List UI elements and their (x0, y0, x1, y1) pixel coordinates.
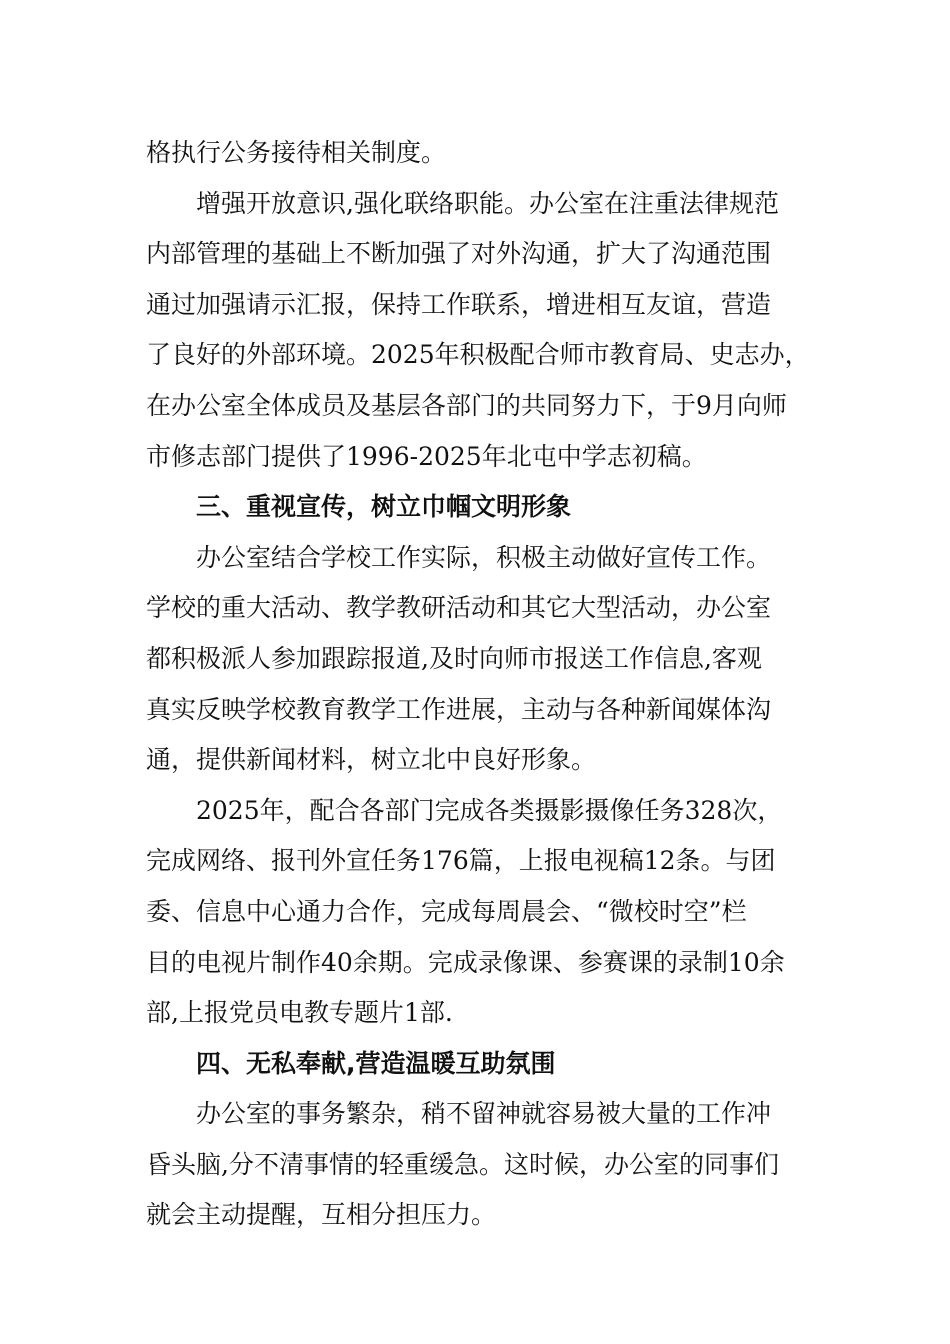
paragraph-start-line: 办公室结合学校工作实际，积极主动做好宣传工作。 (196, 542, 772, 572)
text-line: 在办公室全体成员及基层各部门的共同努力下，于9月向师 (146, 390, 787, 420)
text-line: 学校的重大活动、教学教研活动和其它大型活动，办公室 (146, 593, 772, 623)
paragraph-start-line: 2025年，配合各部门完成各类摄影摄像任务328次， (196, 795, 783, 825)
text-line: 内部管理的基础上不断加强了对外沟通，扩大了沟通范围 (146, 239, 772, 269)
text-line: 部,上报党员电教专题片1部. (146, 998, 453, 1028)
text-line: 完成网络、报刊外宣任务176篇，上报电视稿12条。与团 (146, 846, 776, 876)
paragraph-start-line: 办公室的事务繁杂，稍不留神就容易被大量的工作冲 (196, 1099, 772, 1129)
text-line: 就会主动提醒，互相分担压力。 (146, 1200, 497, 1230)
text-line: 委、信息中心通力合作，完成每周晨会、“微校时空”栏 (146, 896, 747, 926)
text-line: 昏头脑,分不清事情的轻重缓急。这时候，办公室的同事们 (146, 1149, 779, 1179)
text-line: 格执行公务接待相关制度。 (146, 138, 447, 167)
text-line: 通，提供新闻材料，树立北中良好形象。 (146, 745, 597, 775)
text-line: 通过加强请示汇报，保持工作联系，增进相互友谊，营造 (146, 289, 772, 319)
text-line: 了良好的外部环境。2025年积极配合师市教育局、史志办， (146, 340, 810, 370)
paragraph-start-line: 增强开放意识,强化联络职能。办公室在注重法律规范 (196, 188, 779, 218)
document-body (146, 128, 816, 1241)
text-line: 市修志部门提供了1996-2025年北屯中学志初稿。 (146, 441, 707, 471)
text-line: 目的电视片制作40余期。完成录像课、参赛课的录制10余 (146, 947, 785, 977)
text-line: 真实反映学校教育教学工作进展，主动与各种新闻媒体沟 (146, 694, 772, 724)
text-line: 都积极派人参加跟踪报道,及时向师市报送工作信息,客观 (146, 643, 762, 673)
section-heading: 四、无私奉献,营造温暖互助氛围 (196, 1048, 556, 1078)
section-heading: 三、重视宣传，树立巾帼文明形象 (196, 492, 572, 522)
